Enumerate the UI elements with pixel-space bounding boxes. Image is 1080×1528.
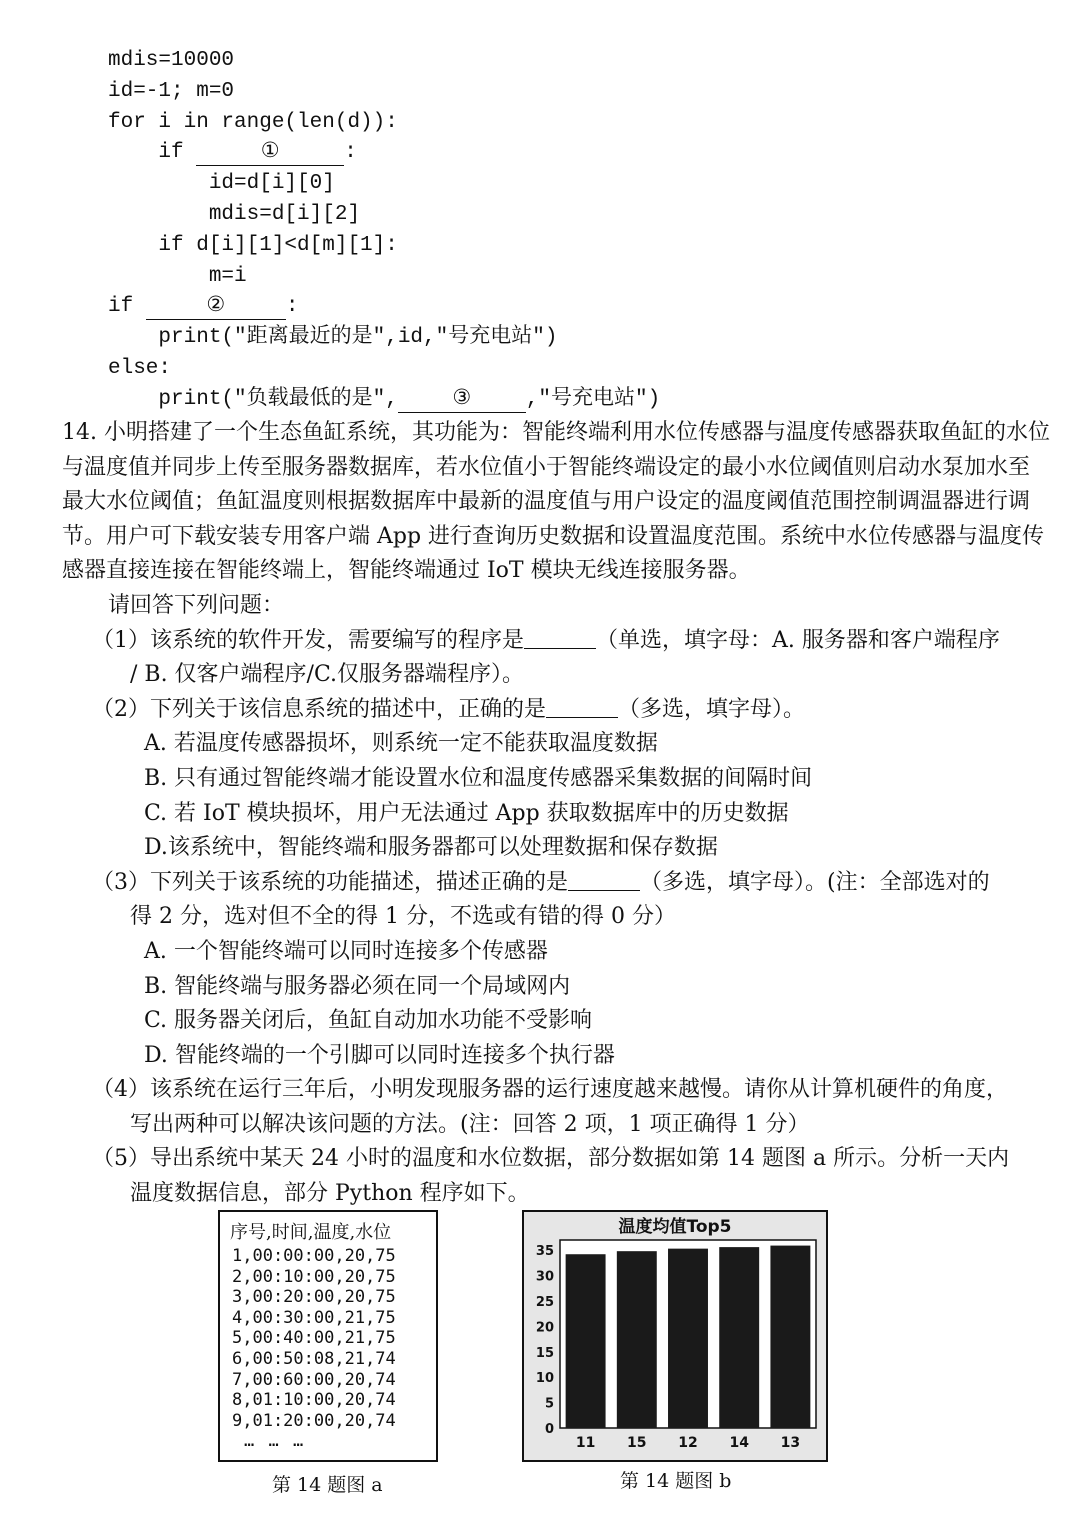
code-line: id=d[i][0] bbox=[108, 172, 335, 196]
sub-question-text: （单选，填字母：A. 服务器和客户端程序 bbox=[596, 627, 1000, 653]
option: C. 服务器关闭后，鱼缸自动加水功能不受影响 bbox=[144, 1008, 593, 1034]
bar bbox=[566, 1254, 606, 1428]
code-block bbox=[108, 46, 660, 416]
option: B. 智能终端与服务器必须在同一个局域网内 bbox=[144, 973, 571, 999]
x-tick-label: 13 bbox=[780, 1435, 801, 1451]
option: D. 智能终端的一个引脚可以同时连接多个执行器 bbox=[144, 1042, 615, 1068]
question-stem: 14. 小明搭建了一个生态鱼缸系统，其功能为：智能终端利用水位传感器与温度传感器获取鱼缸的水位与温度值并同步上传至服务器数据库，若水位值小于智能终端设定的最小水位阈值则启动水泵加水至最大水位阈值；鱼缸温度则根据数据库中最新的温度值与用户设定的温度阈值范围控制调温器进行调节。用户可下载安装专用客户端 App 进行查询历史数据和设置温度范围。系统中水位传感器与温度传感器直接连接在智能终端上，智能终端通过 IoT 模块无线连接服务器。 bbox=[62, 420, 1050, 584]
code-colon: : bbox=[285, 295, 299, 319]
blank-3: ③ bbox=[398, 388, 526, 413]
sub-question-continuation: 得 2 分，选对但不全的得 1 分，不选或有错的得 0 分） bbox=[130, 904, 676, 930]
code-line-blank1 bbox=[108, 138, 660, 169]
code-line: if d[i][1]<d[m][1]: bbox=[108, 233, 398, 257]
y-tick-label: 25 bbox=[535, 1294, 554, 1310]
sub-question-3 bbox=[62, 866, 1050, 901]
sub-question-continuation: / B. 仅客户端程序/C.仅服务器端程序）。 bbox=[130, 662, 525, 688]
y-tick-label: 15 bbox=[535, 1345, 554, 1361]
data-table-figure-a bbox=[218, 1210, 438, 1462]
option: A. 一个智能终端可以同时连接多个传感器 bbox=[144, 938, 548, 964]
sub-question-text: （多选，填字母）。 bbox=[618, 696, 806, 722]
x-tick-label: 15 bbox=[627, 1435, 647, 1451]
table-row: 2,00:10:00,20,75 bbox=[232, 1266, 396, 1287]
code-text: if bbox=[108, 141, 197, 165]
chart-title: 温度均值Top5 bbox=[618, 1217, 732, 1237]
blank-1: ① bbox=[196, 141, 344, 166]
sub-question-4: （4）该系统在运行三年后，小明发现服务器的运行速度越来越慢。请你从计算机硬件的角度， bbox=[92, 1077, 1009, 1103]
option: C. 若 IoT 模块损坏，用户无法通过 App 获取数据库中的历史数据 bbox=[144, 800, 789, 826]
answer-blank bbox=[546, 695, 618, 718]
y-tick-label: 20 bbox=[535, 1320, 554, 1336]
code-line: id=-1; m=0 bbox=[108, 79, 235, 103]
table-row: 9,01:20:00,20,74 bbox=[232, 1410, 396, 1431]
code-line-blank3 bbox=[108, 385, 660, 416]
table-row: 4,00:30:00,21,75 bbox=[232, 1307, 396, 1328]
option: D.该系统中，智能终端和服务器都可以处理数据和保存数据 bbox=[144, 835, 718, 861]
y-tick-label: 0 bbox=[544, 1422, 554, 1437]
x-tick-label: 14 bbox=[729, 1435, 749, 1451]
sub-question-5: （5）导出系统中某天 24 小时的温度和水位数据，部分数据如第 14 题图 a 所示。分析一天内 bbox=[92, 1146, 1010, 1172]
bar-chart-figure-b bbox=[522, 1210, 828, 1462]
sub-question-1 bbox=[62, 624, 1050, 659]
sub-question-text: （1）该系统的软件开发，需要编写的程序是 bbox=[92, 627, 524, 653]
sub-question-2 bbox=[62, 693, 1050, 728]
code-line-blank2 bbox=[108, 292, 660, 323]
answer-blank bbox=[524, 626, 596, 649]
table-row: 5,00:40:00,21,75 bbox=[232, 1328, 396, 1349]
code-colon: : bbox=[344, 141, 357, 165]
blank-2: ② bbox=[146, 295, 286, 320]
y-tick-label: 5 bbox=[544, 1396, 554, 1412]
table-row: 3,00:20:00,20,75 bbox=[232, 1287, 396, 1308]
x-tick-label: 11 bbox=[575, 1435, 596, 1451]
option: A. 若温度传感器损坏，则系统一定不能获取温度数据 bbox=[144, 731, 658, 757]
code-text: if bbox=[108, 295, 146, 319]
bar bbox=[617, 1251, 657, 1428]
y-tick-label: 10 bbox=[535, 1371, 554, 1387]
figure-a-caption: 第 14 题图 a bbox=[272, 1474, 383, 1496]
bar bbox=[770, 1246, 810, 1428]
table-ellipsis: … … … bbox=[244, 1431, 306, 1452]
question-14 bbox=[62, 416, 1050, 1212]
code-text: print("负载最低的是", bbox=[108, 387, 398, 411]
table-row: 6,00:50:08,21,74 bbox=[232, 1348, 396, 1369]
sub-question-text: （3）下列关于该系统的功能描述，描述正确的是 bbox=[92, 869, 568, 895]
table-row: 8,01:10:00,20,74 bbox=[232, 1390, 396, 1411]
table-header: 序号,时间,温度,水位 bbox=[230, 1222, 392, 1243]
sub-question-text: （多选，填字母）。(注：全部选对的 bbox=[640, 869, 990, 895]
code-text: ,"号充电站") bbox=[525, 387, 661, 411]
code-line: mdis=d[i][2] bbox=[108, 202, 361, 226]
x-tick-label: 12 bbox=[678, 1435, 698, 1451]
chart-svg bbox=[524, 1212, 826, 1460]
code-line: mdis=10000 bbox=[108, 49, 235, 72]
table-row: 7,00:60:00,20,74 bbox=[232, 1369, 396, 1390]
table-row: 1,00:00:00,20,75 bbox=[232, 1246, 396, 1266]
code-line: m=i bbox=[108, 264, 247, 288]
figure-b-caption: 第 14 题图 b bbox=[620, 1470, 732, 1492]
sub-question-continuation: 温度数据信息，部分 Python 程序如下。 bbox=[130, 1181, 530, 1207]
question-prompt: 请回答下列问题： bbox=[108, 592, 285, 618]
bar bbox=[719, 1247, 759, 1428]
bar bbox=[668, 1249, 708, 1428]
code-line: print("距离最近的是",id,"号充电站") bbox=[108, 326, 558, 350]
option: B. 只有通过智能终端才能设置水位和温度传感器采集数据的间隔时间 bbox=[144, 765, 813, 791]
answer-blank bbox=[568, 868, 640, 891]
sub-question-text: （2）下列关于该信息系统的描述中，正确的是 bbox=[92, 696, 546, 722]
sub-question-continuation: 写出两种可以解决该问题的方法。(注：回答 2 项，1 项正确得 1 分） bbox=[130, 1111, 810, 1137]
y-tick-label: 30 bbox=[535, 1269, 554, 1285]
code-line: for i in range(len(d)): bbox=[108, 110, 398, 134]
code-line: else: bbox=[108, 356, 172, 380]
y-tick-label: 35 bbox=[535, 1244, 554, 1260]
